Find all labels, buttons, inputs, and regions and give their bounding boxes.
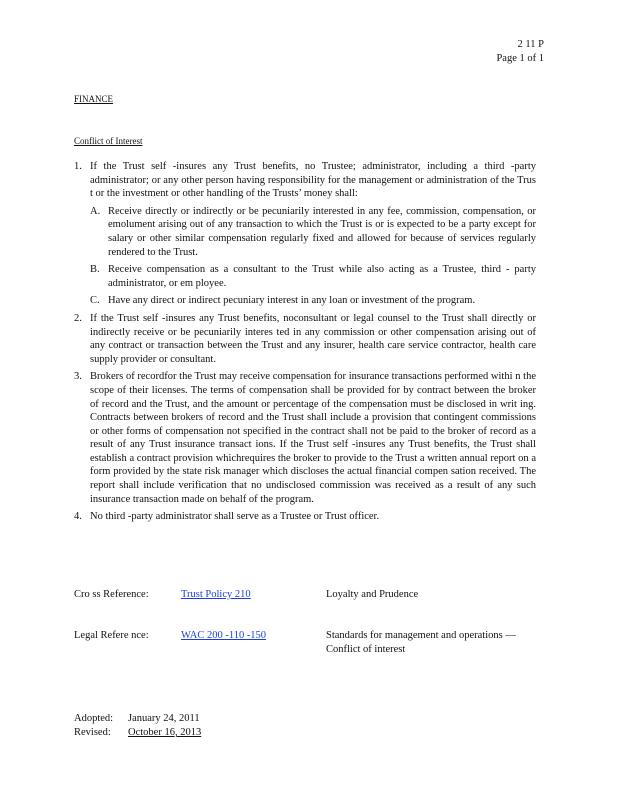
page-header [496, 38, 544, 66]
item-text: Brokers of recordfor the Trust may receive compensation for insurance transactions performed withi n the scope of their licenses. The terms of compensation shall be provided for by contract between the broker of record and the Trust, and the amount or percentage of the compensation must be disclosed in writ ing. Contracts between brokers of record and the Trust shall include a provision that contingent commissions or other forms of compensation not specified in the contract shall not be paid to the broker of record as a result of any Trust insurance transact ions. If the Trust self -insures any Trust benefits, the Trust shall establish a contract provision whichrequires the broker to provide to the Trust a written annual report on a form provided by the state risk manager which discloses the actual financial compen sation received. The report shall include verification that no undisclosed commission was received as a result of any such insurance transaction made on behalf of the program. [90, 371, 536, 505]
item-body [90, 370, 536, 506]
revised-date: October 16, 2013 [128, 727, 202, 738]
item-number: 1. [74, 161, 82, 172]
policy-item [74, 160, 536, 308]
policy-item [74, 370, 536, 506]
subitem-text: Have any direct or indirect pecuniary interest in any loan or investment of the program. [108, 295, 476, 307]
cross-reference-label: Cro ss Reference: [74, 589, 149, 600]
section-title: FINANCE [74, 94, 114, 104]
item-text: If the Trust self -insures any Trust benefits, no Trustee; administrator, including a third -party administrator; or any other person having responsibility for the management or administration of the Trus t or the investment or other handling of the Trusts’ money shall: [90, 161, 536, 200]
item-text: If the Trust self -insures any Trust benefits, noconsultant or legal counsel to the Trust shall directly or indirectly receive or be pecuniarily interes ted in any commission or other compensation arising out of any contract or transaction between the Trust and any insurer, health care service contractor, health care supply provider or consultant. [90, 312, 536, 365]
item-number: 3. [74, 371, 82, 383]
page-indicator: Page 1 of 1 [496, 53, 544, 64]
policy-number: 2 11 P [517, 39, 544, 50]
item-number: 2. [74, 312, 82, 324]
policy-subtitle: Conflict of Interest [74, 136, 143, 146]
policy-subitem [90, 294, 536, 308]
item-text: No third -party administrator shall serve as a Trustee or Trust officer. [90, 511, 380, 523]
item-number: 4. [74, 511, 82, 523]
policy-subitem [90, 205, 536, 259]
cross-reference-link[interactable]: Trust Policy 210 [181, 589, 251, 600]
revised-label: Revised: [74, 727, 111, 738]
item-body [90, 160, 536, 308]
policy-item [74, 312, 536, 366]
subitem-text: Receive directly or indirectly or be pecuniarily interested in any fee, commission, compensation, or emolument arising out of any transaction to which the Trust is or is expected to be a party except for salary or other similar compensation regularly fixed and allowed for because of services regularly rendered to the Trust. [108, 205, 536, 258]
dates-block [74, 712, 201, 740]
legal-reference-link[interactable]: WAC 200 -110 -150 [181, 630, 267, 641]
subitem-text: Receive compensation as a consultant to the Trust while also acting as a Trustee, third - party administrator, or em ployee. [108, 264, 536, 289]
cross-reference [74, 588, 544, 602]
policy-subitem [90, 263, 536, 290]
legal-reference-title: Standards for management and operations — Conflict of interest [326, 630, 516, 655]
policy-item [74, 510, 536, 524]
item-body [90, 312, 536, 366]
subitem-letter: B. [90, 264, 100, 276]
policy-items [74, 160, 536, 528]
legal-reference-label: Legal Refere nce: [74, 630, 149, 641]
subitem-letter: A. [90, 205, 101, 217]
legal-reference [74, 629, 544, 656]
adopted-date: January 24, 2011 [128, 713, 200, 724]
cross-reference-title: Loyalty and Prudence [326, 589, 419, 600]
subitem-letter: C. [90, 295, 100, 307]
adopted-label: Adopted: [74, 713, 114, 724]
item-body [90, 510, 536, 524]
